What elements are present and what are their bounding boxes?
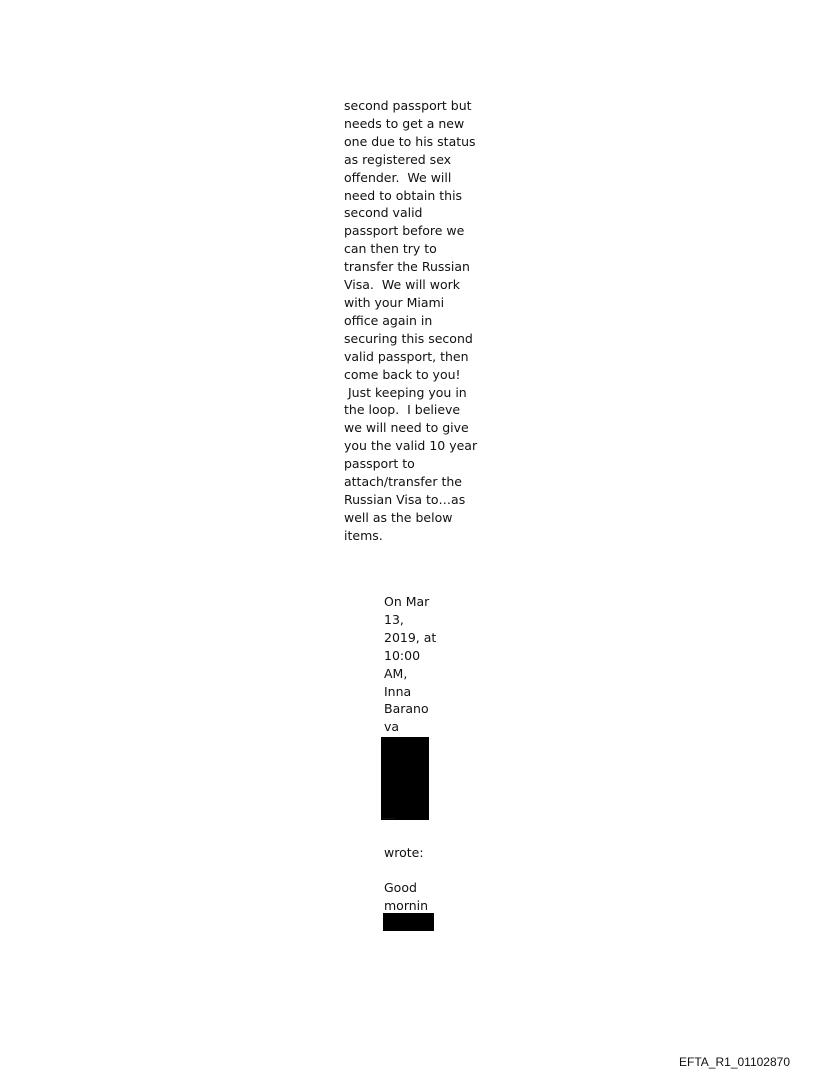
quote-header-line: 13, [384,611,404,627]
body-line: needs to get a new [344,115,465,131]
quote-header-line: va [384,719,400,735]
body-line: you the valid 10 year [344,438,478,454]
quote-header-line: Inna [384,683,412,699]
body-line: with your Miami [344,294,445,310]
body-line: items. [344,527,383,543]
quote-header-line: AM, [384,665,408,681]
email-body-text [344,97,478,545]
redaction-block [383,913,434,931]
body-line: as registered sex [344,151,452,167]
underscore-mark [383,818,395,819]
body-line: passport before we [344,223,465,239]
body-line: can then try to [344,241,437,257]
greeting-line: mornin [384,898,429,914]
body-line: second passport but [344,98,472,113]
quote-wrote: wrote: [384,844,424,860]
body-line: Just keeping you in [344,384,467,400]
document-id: EFTA_R1_01102870 [679,1055,790,1069]
body-line: transfer the Russian [344,259,470,275]
body-line: second valid [344,205,423,221]
body-line: offender. We will [344,169,452,185]
body-line: well as the below [344,509,453,525]
body-line: passport to [344,456,415,472]
redaction-block [381,737,429,820]
body-line: Russian Visa to…as [344,491,466,507]
body-line: we will need to give [344,420,469,436]
quote-header-line: On Mar [384,594,430,609]
body-line: Visa. We will work [344,277,460,293]
body-line: securing this second [344,330,473,346]
body-line: the loop. I believe [344,402,461,418]
body-line: attach/transfer the [344,474,462,490]
greeting-line: Good [384,880,417,896]
blank-line [384,862,444,880]
body-line: come back to you! [344,366,461,382]
body-line: valid passport, then [344,348,469,364]
quote-header-line: 2019, at [384,629,437,645]
body-line: one due to his status [344,133,476,149]
body-line: need to obtain this [344,187,463,203]
quote-header-line: Barano [384,701,429,717]
quote-header-line: 10:00 [384,647,421,663]
body-line: office again in [344,312,433,328]
